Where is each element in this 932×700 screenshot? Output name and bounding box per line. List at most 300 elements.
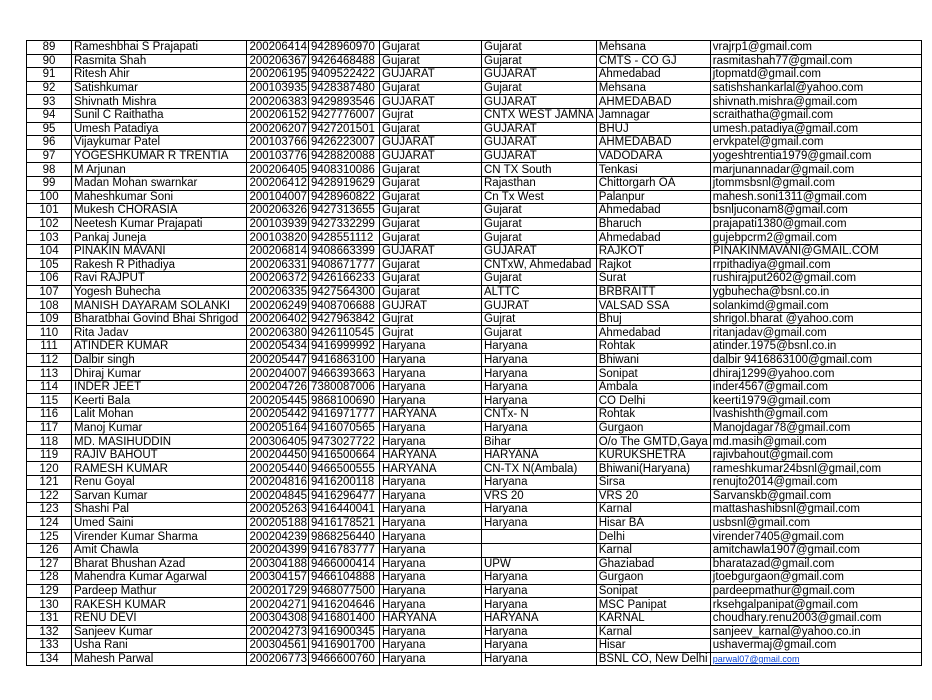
table-row xyxy=(27,231,922,245)
phone-cell: 9416801400 xyxy=(309,611,380,625)
name-cell: Keerti Bala xyxy=(72,394,247,408)
employee-id-cell: 200205188 xyxy=(247,516,309,530)
employee-id-cell: 200204273 xyxy=(247,625,309,639)
location-cell: Rajkot xyxy=(596,258,710,272)
location-cell: BRBRAITT xyxy=(596,285,710,299)
circle-cell: HARYANA xyxy=(380,462,482,476)
email-cell: mattashashibsnl@gmail.com xyxy=(710,503,921,517)
name-cell: Maheshkumar Soni xyxy=(72,190,247,204)
location-cell: Ambala xyxy=(596,380,710,394)
employee-id-cell: 200304561 xyxy=(247,639,309,653)
email-cell: usbsnl@gmail.com xyxy=(710,516,921,530)
phone-cell: 9426468488 xyxy=(309,54,380,68)
serial-number-cell: 93 xyxy=(27,95,72,109)
serial-number-cell: 126 xyxy=(27,543,72,557)
circle-cell: Haryana xyxy=(380,421,482,435)
phone-cell: 9427963842 xyxy=(309,312,380,326)
location-cell: Mehsana xyxy=(596,81,710,95)
table-row xyxy=(27,326,922,340)
employee-id-cell: 200206773 xyxy=(247,652,309,666)
location-cell: KARNAL xyxy=(596,611,710,625)
phone-cell: 9416783777 xyxy=(309,543,380,557)
location-cell: AHMEDABAD xyxy=(596,136,710,150)
name-cell: Pankaj Juneja xyxy=(72,231,247,245)
table-row xyxy=(27,204,922,218)
email-cell: jtoebgurgaon@gmail.com xyxy=(710,571,921,585)
serial-number-cell: 129 xyxy=(27,584,72,598)
email-cell: scraithatha@gmail.com xyxy=(710,108,921,122)
unit-cell: GUJRAT xyxy=(482,299,597,313)
location-cell: Tenkasi xyxy=(596,163,710,177)
unit-cell: Haryana xyxy=(482,340,597,354)
unit-cell: Bihar xyxy=(482,435,597,449)
serial-number-cell: 121 xyxy=(27,476,72,490)
table-row xyxy=(27,476,922,490)
unit-cell: HARYANA xyxy=(482,448,597,462)
employee-id-cell: 200104007 xyxy=(247,190,309,204)
unit-cell: CN TX South xyxy=(482,163,597,177)
table-row xyxy=(27,408,922,422)
unit-cell: Gujarat xyxy=(482,81,597,95)
unit-cell: CNTx- N xyxy=(482,408,597,422)
location-cell: Mehsana xyxy=(596,41,710,55)
circle-cell: GUJARAT xyxy=(380,244,482,258)
table-row xyxy=(27,258,922,272)
name-cell: Dalbir singh xyxy=(72,353,247,367)
table-row xyxy=(27,244,922,258)
circle-cell: Gujarat xyxy=(380,285,482,299)
phone-cell: 9416440041 xyxy=(309,503,380,517)
phone-cell: 9868100690 xyxy=(309,394,380,408)
email-cell: rrpithadiya@gmail.com xyxy=(710,258,921,272)
serial-number-cell: 127 xyxy=(27,557,72,571)
email-link[interactable]: parwal07@gmail.com xyxy=(712,654,800,665)
unit-cell: HARYANA xyxy=(482,611,597,625)
phone-cell: 9427201501 xyxy=(309,122,380,136)
name-cell: Ritesh Ahir xyxy=(72,68,247,82)
name-cell: Renu Goyal xyxy=(72,476,247,490)
name-cell: Manoj Kumar xyxy=(72,421,247,435)
unit-cell: Rajasthan xyxy=(482,176,597,190)
circle-cell: Haryana xyxy=(380,571,482,585)
unit-cell: Haryana xyxy=(482,421,597,435)
table-row xyxy=(27,108,922,122)
circle-cell: Gujarat xyxy=(380,217,482,231)
name-cell: RENU DEVI xyxy=(72,611,247,625)
name-cell: Sunil C Raithatha xyxy=(72,108,247,122)
serial-number-cell: 134 xyxy=(27,652,72,666)
circle-cell: GUJARAT xyxy=(380,68,482,82)
email-cell: yogeshtrentia1979@gmail.com xyxy=(710,149,921,163)
table-row xyxy=(27,516,922,530)
unit-cell: Gujarat xyxy=(482,204,597,218)
employee-id-cell: 200103935 xyxy=(247,81,309,95)
table-row xyxy=(27,54,922,68)
name-cell: PINAKIN MAVANI xyxy=(72,244,247,258)
employee-id-cell: 200204239 xyxy=(247,530,309,544)
unit-cell: CNTxW, Ahmedabad xyxy=(482,258,597,272)
unit-cell: Haryana xyxy=(482,380,597,394)
name-cell: Dhiraj Kumar xyxy=(72,367,247,381)
circle-cell: Haryana xyxy=(380,367,482,381)
phone-cell: 9428919629 xyxy=(309,176,380,190)
unit-cell: CN-TX N(Ambala) xyxy=(482,462,597,476)
circle-cell: Haryana xyxy=(380,625,482,639)
table-row xyxy=(27,611,922,625)
table-row xyxy=(27,68,922,82)
serial-number-cell: 103 xyxy=(27,231,72,245)
email-cell: satishshankarlal@yahoo.com xyxy=(710,81,921,95)
phone-cell: 9428387480 xyxy=(309,81,380,95)
email-cell: rksehgalpanipat@gmail.com xyxy=(710,598,921,612)
phone-cell: 9408310086 xyxy=(309,163,380,177)
serial-number-cell: 114 xyxy=(27,380,72,394)
location-cell: BSNL CO, New Delhi xyxy=(596,652,710,666)
serial-number-cell: 96 xyxy=(27,136,72,150)
unit-cell: Haryana xyxy=(482,353,597,367)
name-cell: RAKESH KUMAR xyxy=(72,598,247,612)
circle-cell: HARYANA xyxy=(380,448,482,462)
table-row xyxy=(27,353,922,367)
table-row xyxy=(27,530,922,544)
email-cell: lvashishth@gmail.com xyxy=(710,408,921,422)
location-cell: KURUKSHETRA xyxy=(596,448,710,462)
location-cell: RAJKOT xyxy=(596,244,710,258)
phone-cell: 9868256440 xyxy=(309,530,380,544)
employee-id-cell: 200206335 xyxy=(247,285,309,299)
name-cell: Rakesh R Pithadiya xyxy=(72,258,247,272)
name-cell: Madan Mohan swarnkar xyxy=(72,176,247,190)
circle-cell: Gujrat xyxy=(380,312,482,326)
location-cell: Rohtak xyxy=(596,408,710,422)
serial-number-cell: 124 xyxy=(27,516,72,530)
phone-cell: 9428551112 xyxy=(309,231,380,245)
employee-id-cell: 200206195 xyxy=(247,68,309,82)
location-cell: MSC Panipat xyxy=(596,598,710,612)
serial-number-cell: 98 xyxy=(27,163,72,177)
circle-cell: Gujrat xyxy=(380,326,482,340)
location-cell: Ahmedabad xyxy=(596,231,710,245)
circle-cell: Haryana xyxy=(380,639,482,653)
location-cell: CO Delhi xyxy=(596,394,710,408)
email-cell: PINAKINMAVANI@GMAIL.COM xyxy=(710,244,921,258)
employee-id-cell: 200206405 xyxy=(247,163,309,177)
unit-cell: VRS 20 xyxy=(482,489,597,503)
serial-number-cell: 131 xyxy=(27,611,72,625)
email-cell: dalbir 9416863100@gmail.com xyxy=(710,353,921,367)
table-row xyxy=(27,598,922,612)
circle-cell: Haryana xyxy=(380,516,482,530)
serial-number-cell: 107 xyxy=(27,285,72,299)
unit-cell: GUJARAT xyxy=(482,149,597,163)
name-cell: Rita Jadav xyxy=(72,326,247,340)
employee-id-cell: 200206326 xyxy=(247,204,309,218)
phone-cell: 9427332299 xyxy=(309,217,380,231)
phone-cell: 9416900345 xyxy=(309,625,380,639)
table-row xyxy=(27,435,922,449)
name-cell: Ravi RAJPUT xyxy=(72,272,247,286)
table-row xyxy=(27,543,922,557)
serial-number-cell: 132 xyxy=(27,625,72,639)
email-cell: jtopmatd@gmail.com xyxy=(710,68,921,82)
circle-cell: Gujarat xyxy=(380,204,482,218)
employee-id-cell: 200201729 xyxy=(247,584,309,598)
table-row xyxy=(27,489,922,503)
location-cell: O/o The GMTD,Gaya xyxy=(596,435,710,449)
employee-id-cell: 200206152 xyxy=(247,108,309,122)
table-row xyxy=(27,571,922,585)
serial-number-cell: 112 xyxy=(27,353,72,367)
circle-cell: GUJARAT xyxy=(380,136,482,150)
location-cell: Bhuj xyxy=(596,312,710,326)
email-cell: choudhary.renu2003@gmail.com xyxy=(710,611,921,625)
circle-cell: Haryana xyxy=(380,598,482,612)
unit-cell: Haryana xyxy=(482,639,597,653)
contact-sheet-table xyxy=(26,40,922,666)
unit-cell: UPW xyxy=(482,557,597,571)
location-cell: Karnal xyxy=(596,503,710,517)
serial-number-cell: 119 xyxy=(27,448,72,462)
phone-cell: 9427313655 xyxy=(309,204,380,218)
email-cell: virender7405@gmail.com xyxy=(710,530,921,544)
serial-number-cell: 105 xyxy=(27,258,72,272)
location-cell: Palanpur xyxy=(596,190,710,204)
circle-cell: Haryana xyxy=(380,394,482,408)
employee-id-cell: 200306405 xyxy=(247,435,309,449)
name-cell: Umesh Patadiya xyxy=(72,122,247,136)
location-cell: Gurgaon xyxy=(596,571,710,585)
name-cell: MANISH DAYARAM SOLANKI xyxy=(72,299,247,313)
email-cell: sanjeev_karnal@yahoo.co.in xyxy=(710,625,921,639)
circle-cell: Gujarat xyxy=(380,41,482,55)
email-cell: umesh.patadiya@gmail.com xyxy=(710,122,921,136)
name-cell: YOGESHKUMAR R TRENTIA xyxy=(72,149,247,163)
unit-cell: Haryana xyxy=(482,503,597,517)
name-cell: Lalit Mohan xyxy=(72,408,247,422)
table-row xyxy=(27,625,922,639)
employee-id-cell: 200206372 xyxy=(247,272,309,286)
name-cell: Shivnath Mishra xyxy=(72,95,247,109)
unit-cell: GUJARAT xyxy=(482,95,597,109)
location-cell: Ghaziabad xyxy=(596,557,710,571)
serial-number-cell: 113 xyxy=(27,367,72,381)
location-cell: Hisar BA xyxy=(596,516,710,530)
email-cell: marjunannadar@gmail.com xyxy=(710,163,921,177)
serial-number-cell: 111 xyxy=(27,340,72,354)
table-row xyxy=(27,299,922,313)
employee-id-cell: 200206249 xyxy=(247,299,309,313)
phone-cell: 9466000414 xyxy=(309,557,380,571)
email-cell: pardeepmathur@gmail.com xyxy=(710,584,921,598)
serial-number-cell: 89 xyxy=(27,41,72,55)
name-cell: Virender Kumar Sharma xyxy=(72,530,247,544)
email-cell: jtommsbsnl@gmail.com xyxy=(710,176,921,190)
contact-sheet-body xyxy=(27,41,922,666)
email-cell: gujebpcrm2@gmail.com xyxy=(710,231,921,245)
unit-cell: Gujarat xyxy=(482,41,597,55)
phone-cell: 9416500664 xyxy=(309,448,380,462)
circle-cell: Gujrat xyxy=(380,108,482,122)
location-cell: Gurgaon xyxy=(596,421,710,435)
email-cell: Manojdagar78@gmail.com xyxy=(710,421,921,435)
circle-cell: Gujarat xyxy=(380,81,482,95)
employee-id-cell: 200206367 xyxy=(247,54,309,68)
email-cell: amitchawla1907@gmail.com xyxy=(710,543,921,557)
serial-number-cell: 133 xyxy=(27,639,72,653)
circle-cell: Gujarat xyxy=(380,176,482,190)
name-cell: Yogesh Buhecha xyxy=(72,285,247,299)
name-cell: Usha Rani xyxy=(72,639,247,653)
phone-cell: 9416296477 xyxy=(309,489,380,503)
phone-cell: 9409522422 xyxy=(309,68,380,82)
email-cell: vrajrp1@gmail.com xyxy=(710,41,921,55)
name-cell: Mukesh CHORASIA xyxy=(72,204,247,218)
table-row xyxy=(27,95,922,109)
phone-cell: 9429893546 xyxy=(309,95,380,109)
serial-number-cell: 106 xyxy=(27,272,72,286)
unit-cell: GUJARAT xyxy=(482,68,597,82)
phone-cell: 9468077500 xyxy=(309,584,380,598)
circle-cell: Gujarat xyxy=(380,231,482,245)
employee-id-cell: 200204726 xyxy=(247,380,309,394)
circle-cell: Haryana xyxy=(380,353,482,367)
employee-id-cell: 200206412 xyxy=(247,176,309,190)
email-cell xyxy=(710,652,921,666)
unit-cell: Haryana xyxy=(482,367,597,381)
location-cell: Hisar xyxy=(596,639,710,653)
unit-cell: ALTTC xyxy=(482,285,597,299)
table-row xyxy=(27,639,922,653)
email-cell: solankimd@gmail.com xyxy=(710,299,921,313)
name-cell: Neetesh Kumar Prajapati xyxy=(72,217,247,231)
table-row xyxy=(27,462,922,476)
phone-cell: 9466500555 xyxy=(309,462,380,476)
unit-cell: Haryana xyxy=(482,394,597,408)
serial-number-cell: 101 xyxy=(27,204,72,218)
phone-cell: 9426223007 xyxy=(309,136,380,150)
phone-cell: 9466104888 xyxy=(309,571,380,585)
name-cell: Satishkumar xyxy=(72,81,247,95)
employee-id-cell: 200205164 xyxy=(247,421,309,435)
phone-cell: 9416200118 xyxy=(309,476,380,490)
location-cell: Karnal xyxy=(596,543,710,557)
serial-number-cell: 130 xyxy=(27,598,72,612)
phone-cell: 9426110545 xyxy=(309,326,380,340)
employee-id-cell: 200204007 xyxy=(247,367,309,381)
phone-cell: 9408706688 xyxy=(309,299,380,313)
email-cell: renujto2014@gmail.com xyxy=(710,476,921,490)
name-cell: Sarvan Kumar xyxy=(72,489,247,503)
employee-id-cell: 200204399 xyxy=(247,543,309,557)
location-cell: Sonipat xyxy=(596,584,710,598)
name-cell: Mahendra Kumar Agarwal xyxy=(72,571,247,585)
circle-cell: Gujarat xyxy=(380,272,482,286)
serial-number-cell: 95 xyxy=(27,122,72,136)
unit-cell: Haryana xyxy=(482,652,597,666)
serial-number-cell: 117 xyxy=(27,421,72,435)
employee-id-cell: 200206380 xyxy=(247,326,309,340)
serial-number-cell: 102 xyxy=(27,217,72,231)
circle-cell: Haryana xyxy=(380,489,482,503)
name-cell: Vijaykumar Patel xyxy=(72,136,247,150)
circle-cell: HARYANA xyxy=(380,611,482,625)
name-cell: Shashi Pal xyxy=(72,503,247,517)
email-cell: rasmitashah77@gmail.com xyxy=(710,54,921,68)
location-cell: Ahmedabad xyxy=(596,204,710,218)
phone-cell: 9427564300 xyxy=(309,285,380,299)
name-cell: Bharatbhai Govind Bhai Shrigod xyxy=(72,312,247,326)
serial-number-cell: 109 xyxy=(27,312,72,326)
unit-cell xyxy=(482,530,597,544)
serial-number-cell: 128 xyxy=(27,571,72,585)
table-row xyxy=(27,149,922,163)
name-cell: Mahesh Parwal xyxy=(72,652,247,666)
employee-id-cell: 200206414 xyxy=(247,41,309,55)
serial-number-cell: 100 xyxy=(27,190,72,204)
serial-number-cell: 122 xyxy=(27,489,72,503)
serial-number-cell: 94 xyxy=(27,108,72,122)
unit-cell: Haryana xyxy=(482,516,597,530)
phone-cell: 9416999992 xyxy=(309,340,380,354)
serial-number-cell: 110 xyxy=(27,326,72,340)
unit-cell: Gujarat xyxy=(482,217,597,231)
serial-number-cell: 116 xyxy=(27,408,72,422)
location-cell: Bharuch xyxy=(596,217,710,231)
unit-cell: Haryana xyxy=(482,625,597,639)
table-row xyxy=(27,421,922,435)
serial-number-cell: 92 xyxy=(27,81,72,95)
phone-cell: 9416863100 xyxy=(309,353,380,367)
serial-number-cell: 90 xyxy=(27,54,72,68)
location-cell: Jamnagar xyxy=(596,108,710,122)
table-row xyxy=(27,340,922,354)
location-cell: Sirsa xyxy=(596,476,710,490)
serial-number-cell: 120 xyxy=(27,462,72,476)
email-cell: shrigol.bharat @yahoo.com xyxy=(710,312,921,326)
location-cell: VADODARA xyxy=(596,149,710,163)
email-cell: ervkpatel@gmail.com xyxy=(710,136,921,150)
email-cell: ygbuhecha@bsnl.co.in xyxy=(710,285,921,299)
name-cell: M Arjunan xyxy=(72,163,247,177)
employee-id-cell: 200103820 xyxy=(247,231,309,245)
employee-id-cell: 200204271 xyxy=(247,598,309,612)
circle-cell: Haryana xyxy=(380,435,482,449)
unit-cell: GUJARAT xyxy=(482,122,597,136)
email-cell: Sarvanskb@gmail.com xyxy=(710,489,921,503)
location-cell: Bhiwani xyxy=(596,353,710,367)
employee-id-cell: 200205447 xyxy=(247,353,309,367)
circle-cell: Gujarat xyxy=(380,54,482,68)
employee-id-cell: 200204816 xyxy=(247,476,309,490)
table-row xyxy=(27,557,922,571)
circle-cell: GUJARAT xyxy=(380,149,482,163)
name-cell: Rasmita Shah xyxy=(72,54,247,68)
circle-cell: Haryana xyxy=(380,340,482,354)
circle-cell: Gujarat xyxy=(380,258,482,272)
table-row xyxy=(27,394,922,408)
email-cell: keerti1979@gmail.com xyxy=(710,394,921,408)
table-row xyxy=(27,122,922,136)
phone-cell: 9428820088 xyxy=(309,149,380,163)
employee-id-cell: 200205440 xyxy=(247,462,309,476)
email-cell: prajapati1380@gmail.com xyxy=(710,217,921,231)
name-cell: ATINDER KUMAR xyxy=(72,340,247,354)
table-row xyxy=(27,136,922,150)
circle-cell: GUJRAT xyxy=(380,299,482,313)
location-cell: Bhiwani(Haryana) xyxy=(596,462,710,476)
unit-cell: Haryana xyxy=(482,571,597,585)
employee-id-cell: 200103766 xyxy=(247,136,309,150)
